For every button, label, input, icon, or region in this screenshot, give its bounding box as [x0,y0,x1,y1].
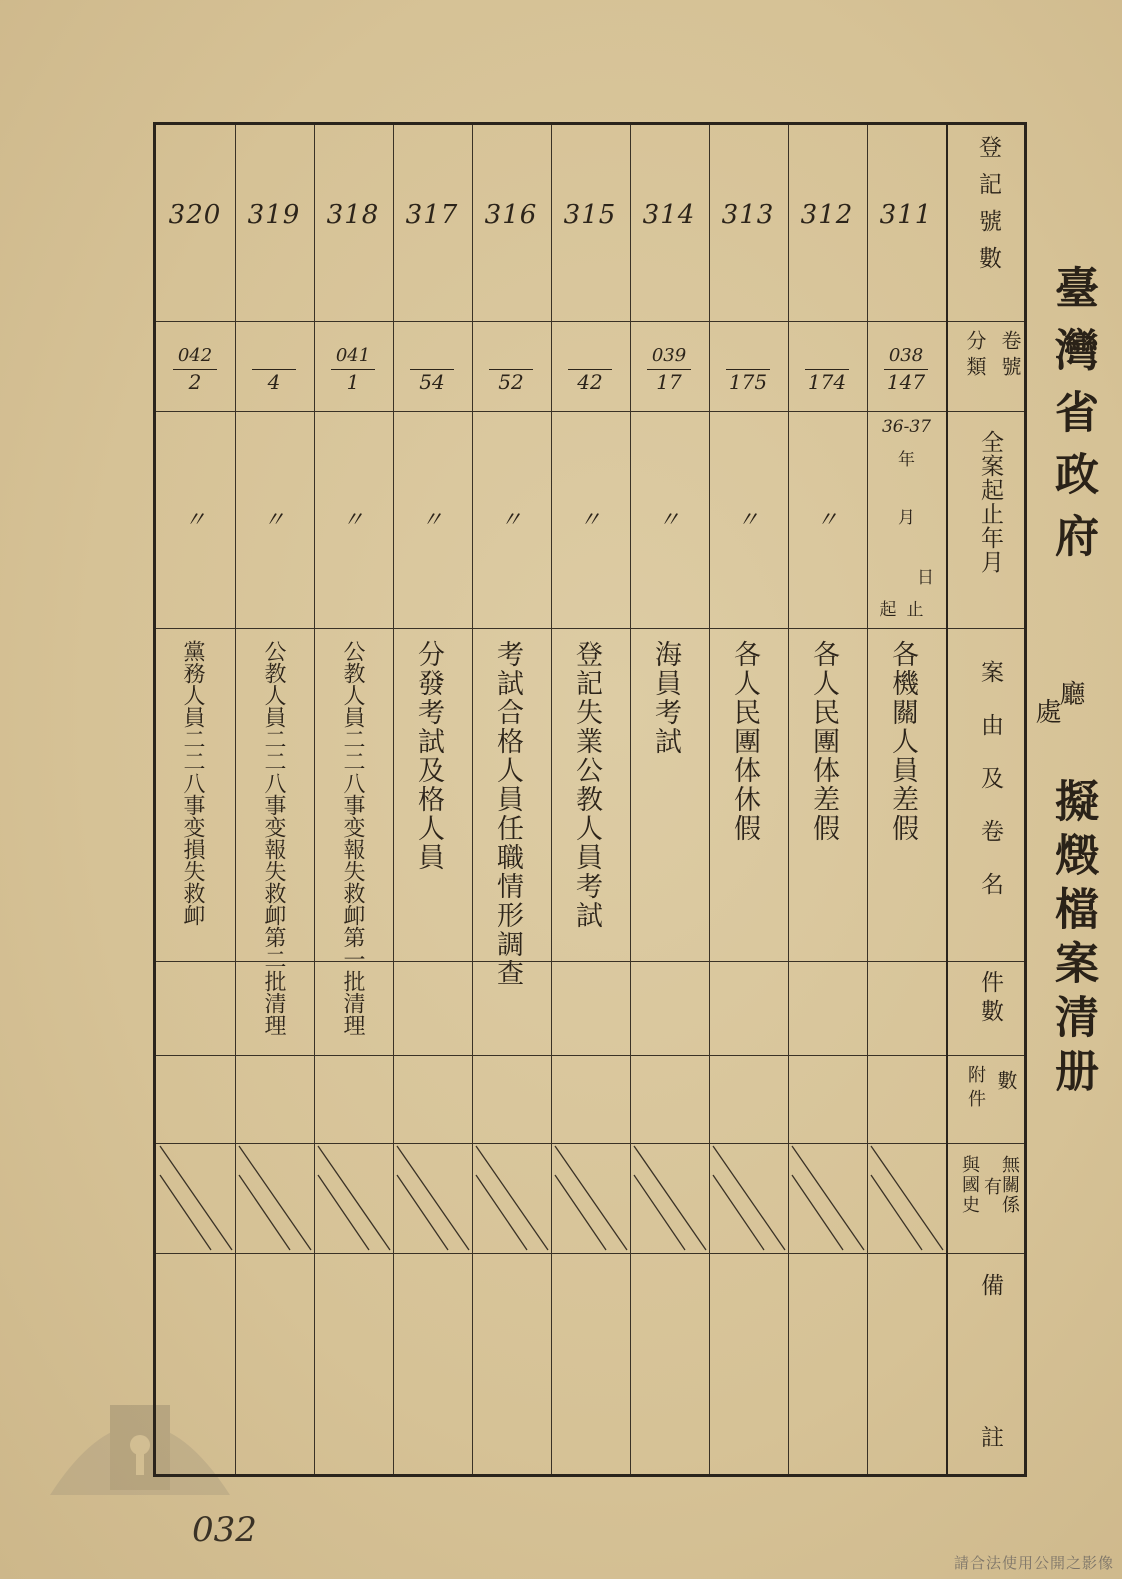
row-312-vol-bottom: 174 [807,370,847,394]
row-311-year-char: 年 [898,450,915,470]
row-316-subject: 考試合格人員任職情形調查 [492,640,523,988]
row-320-date: 〃 [183,508,206,533]
row-311-start-end: 起止 [879,600,934,620]
row-319-reg: 319 [247,200,301,230]
header-attachments-a: 數 [994,1070,1018,1090]
row-315-vol-bottom: 42 [577,370,603,394]
row-320-vol-bottom: 2 [188,370,202,394]
header-remarks-a: 備 [977,1273,1003,1296]
header-attachments-b: 附件 [965,1065,986,1113]
header-volume-no-a: 卷號 [998,330,1022,382]
header-history-b: 有 [981,1177,1002,1195]
row-316-reg: 316 [484,200,538,230]
page-number: 032 [192,1510,257,1550]
row-315-reg: 315 [563,200,617,230]
row-318-vol-top: 041 [335,345,371,366]
row-312-reg: 312 [800,200,854,230]
header-history-c: 與國史 [959,1155,980,1215]
row-317-vol-bottom: 54 [419,370,445,394]
row-318-vol-bottom: 1 [346,370,360,394]
header-history-a: 無關係 [999,1155,1020,1215]
row-320-vol-top: 042 [177,345,213,366]
row-311-reg: 311 [879,200,933,230]
row-316-vol-bottom: 52 [498,370,524,394]
header-volume-no-b: 分類 [963,330,987,382]
row-314-date: 〃 [657,508,680,533]
header-subject: 案由及卷名 [977,660,1003,925]
row-311-vol-bottom: 147 [886,370,926,394]
row-311-day-char: 日 [917,568,934,588]
header-remarks-b: 註 [977,1425,1003,1448]
form-title: 擬燬檔案清册 [1047,778,1098,1102]
row-314-vol-top: 039 [651,345,687,366]
header-registration-no: 登記號數 [975,135,1001,283]
row-313-vol-bottom: 175 [728,370,768,394]
row-314-vol-bottom: 17 [656,370,682,394]
document-title: 臺灣省政府 [1047,265,1098,575]
register-table [153,122,1027,1477]
row-313-date: 〃 [736,508,759,533]
row-319-subject: 公教人員二二八事变報失救卹第二批清理 [261,640,286,1036]
row-312-subject: 各人民團体差假 [808,640,839,843]
header-date-range: 全案起止年月 [977,430,1003,574]
row-312-date: 〃 [815,508,838,533]
row-313-subject: 各人民團体休假 [729,640,760,843]
row-315-subject: 登記失業公教人員考試 [571,640,602,930]
office-label-left: 處 [1031,698,1061,724]
row-311-subject: 各機關人員差假 [887,640,918,843]
row-318-date: 〃 [341,508,364,533]
row-317-date: 〃 [420,508,443,533]
row-314-subject: 海員考試 [650,640,681,756]
row-319-date: 〃 [262,508,285,533]
row-318-subject: 公教人員二二八事变報失救卹第一批清理 [340,640,365,1036]
row-317-subject: 分發考試及格人員 [413,640,444,872]
row-311-years: 36-37 [881,417,931,437]
row-313-reg: 313 [721,200,775,230]
office-label-right: 廳 [1055,680,1085,706]
usage-watermark: 請合法使用公開之影像 [953,1554,1114,1572]
row-320-subject: 黨務人員二二八事变損失救卹 [180,640,205,926]
row-315-date: 〃 [578,508,601,533]
row-316-date: 〃 [499,508,522,533]
row-317-reg: 317 [405,200,459,230]
row-311-vol-top: 038 [888,345,924,366]
row-311-month-char: 月 [898,508,915,528]
header-item-count: 件數 [977,970,1003,1028]
row-314-reg: 314 [642,200,696,230]
row-319-vol-bottom: 4 [267,370,281,394]
row-318-reg: 318 [326,200,380,230]
row-320-reg: 320 [168,200,222,230]
